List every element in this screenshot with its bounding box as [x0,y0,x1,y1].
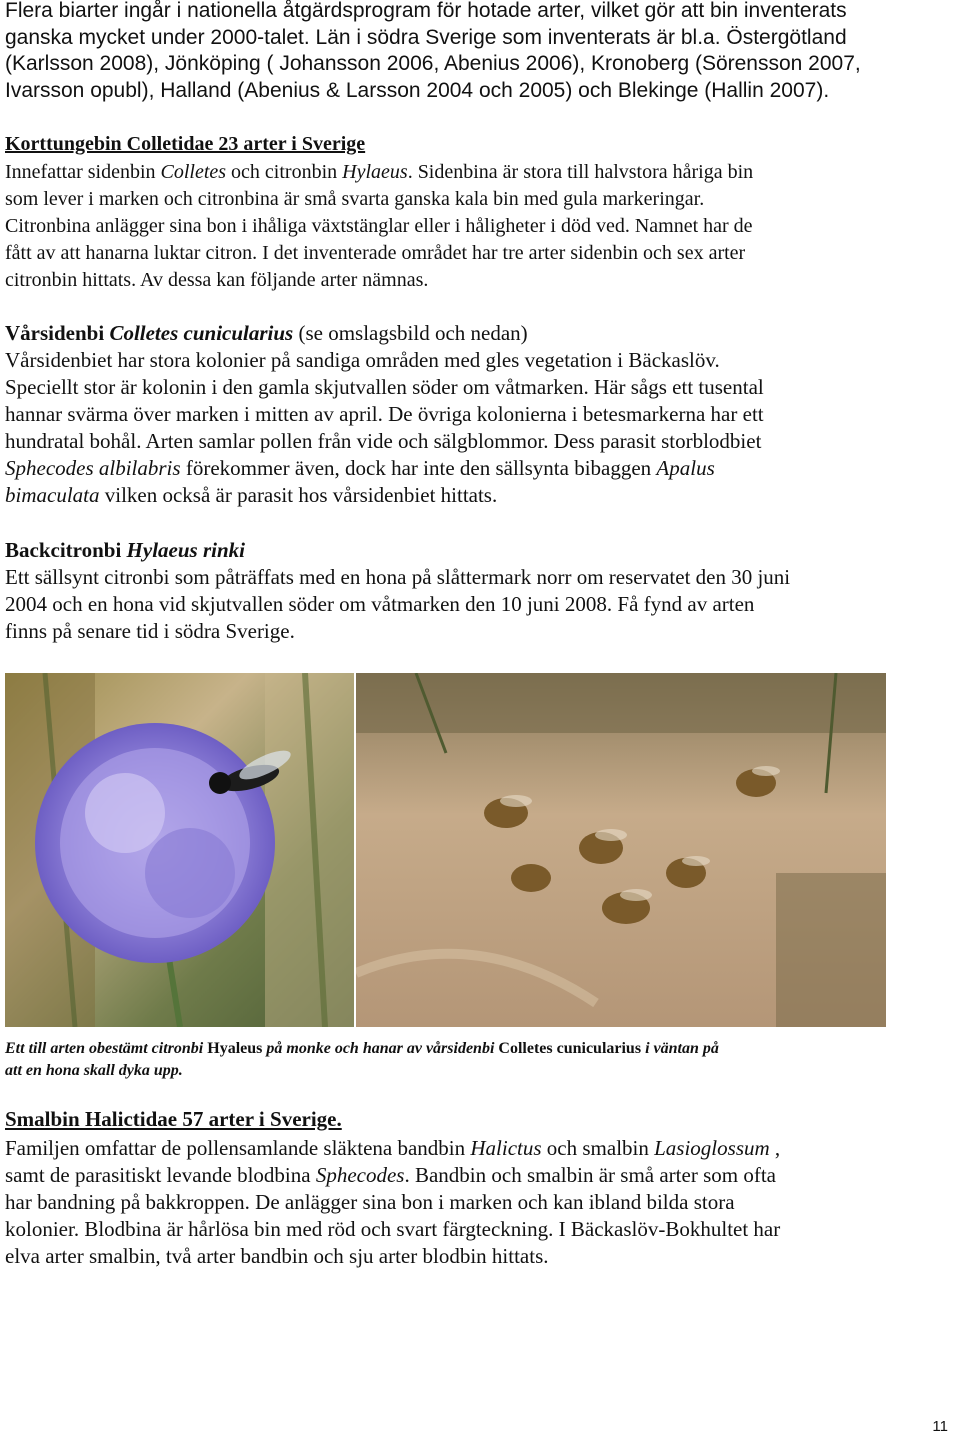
genus-name: Hyaleus [207,1040,263,1057]
text-run: Innefattar sidenbin [5,161,161,183]
intro-line: ganska mycket under 2000-talet. Län i södra Sverige som inventerats är bl.a. Östergötland [5,25,847,49]
backcitronbi-line: 2004 och en hona vid skjutvallen söder om våtmarken den 10 juni 2008. Få fynd av arten [5,592,755,616]
text-run: att en hona skall dyka upp. [5,1062,183,1079]
species-latin-name: Colletes cunicularius [498,1040,642,1057]
intro-line: (Karlsson 2008), Jönköping ( Johansson 2006, Abenius 2006), Kronoberg (Sörensson 2007, [5,52,861,75]
varsidenbi-title [5,320,950,347]
halictidae-line [5,1135,950,1162]
halictidae-line: kolonier. Blodbina är hårlösa bin med röd och svart färgteckning. I Bäckaslöv-Bokhultet har [5,1217,781,1241]
varsidenbi-line: Vårsidenbiet har stora kolonier på sandiga områden med gles vegetation i Bäckaslöv. [5,348,720,372]
intro-line: Flera biarter ingår i nationella åtgärdsprogram för hotade arter, vilket gör att bin inventerats [5,0,847,22]
species-common-name: Vårsidenbi [5,321,110,345]
varsidenbi-line [5,455,950,482]
species-latin-name: Apalus [656,456,715,480]
backcitronbi-line: finns på senare tid i södra Sverige. [5,619,295,643]
text-run: förekommer även, dock har inte den sällsynta bibaggen [180,456,657,480]
species-latin-name: Colletes cunicularius [109,321,294,345]
sand-photo-illustration [356,673,886,1027]
backcitronbi-paragraph [5,537,950,645]
species-common-name: Backcitronbi [5,538,127,562]
page-number: 11 [932,1418,948,1435]
genus-name: Colletes [160,161,227,183]
species-latin-name: bimaculata [5,483,100,507]
species-latin-name: Hylaeus rinki [126,538,245,562]
text-run: och citronbin [226,161,343,183]
text-run: (se omslagsbild och nedan) [293,321,528,345]
text-run: vilken också är parasit hos vårsidenbiet hittats. [99,483,498,507]
text-run: Ett till arten obestämt citronbi [5,1040,208,1057]
halictidae-line [5,1162,950,1189]
halictidae-heading: Smalbin Halictidae 57 arter i Sverige. [5,1107,342,1131]
colletidae-line: citronbin hittats. Av dessa kan följande arter nämnas. [5,269,429,291]
halictidae-line: elva arter smalbin, två arter bandbin och sju arter blodbin hittats. [5,1244,549,1268]
intro-paragraph [5,0,950,104]
text-run: i väntan på [641,1040,719,1057]
text-run: samt de parasitiskt levande blodbina [5,1163,316,1187]
intro-line: Ivarsson opubl), Halland (Abenius & Larsson 2004 och 2005) och Blekinge (Hallin 2007). [5,78,830,102]
text-run: på monke och hanar av vårsidenbi [262,1040,499,1057]
text-run: Familjen omfattar de pollensamlande släktena bandbin [5,1136,471,1160]
colletidae-line [5,159,950,186]
species-latin-name: Sphecodes albilabris [5,456,181,480]
photo-citronbi-on-flower [5,673,354,1027]
varsidenbi-line [5,482,950,509]
genus-name: Sphecodes [315,1163,405,1187]
varsidenbi-line: Speciellt stor är kolonin i den gamla skjutvallen söder om våtmarken. Här sågs ett tusental [5,375,764,399]
colletidae-line: fått av att hanarna luktar citron. I det inventerade området har tre arter sidenbin och sex arter [5,242,746,264]
backcitronbi-title [5,537,950,564]
flower-photo-illustration [5,673,354,1027]
halictidae-paragraph [5,1135,950,1270]
text-run: . Bandbin och smalbin är små arter som ofta [404,1163,776,1187]
halictidae-line: har bandning på bakkroppen. De anlägger sina bon i marken och kan ibland bilda stora [5,1190,735,1214]
colletidae-line: som lever i marken och citronbina är små svarta ganska kala bin med gula markeringar. [5,188,705,210]
genus-name: Lasioglossum [654,1136,770,1160]
photo-varsidenbi-on-sand [356,673,886,1027]
genus-name: Hylaeus [342,161,408,183]
genus-name: Halictus [470,1136,542,1160]
text-run: och smalbin [541,1136,655,1160]
text-run: . Sidenbina är stora till halvstora håriga bin [407,161,754,183]
colletidae-line: Citronbina anlägger sina bon i ihåliga växtstänglar eller i håligheter i död ved. Namnet har de [5,215,753,237]
varsidenbi-line: hannar svärma över marken i mitten av april. De övriga kolonierna i betesmarkerna har ett [5,402,764,426]
colletidae-paragraph [5,159,950,294]
varsidenbi-line: hundratal bohål. Arten samlar pollen från vide och sälgblommor. Dess parasit storblodbiet [5,429,762,453]
varsidenbi-paragraph [5,320,950,509]
backcitronbi-line: Ett sällsynt citronbi som påträffats med en hona på slåttermark norr om reservatet den 30 juni [5,565,791,589]
caption-line [5,1038,905,1060]
photo-caption [5,1038,905,1082]
colletidae-heading: Korttungebin Colletidae 23 arter i Sverige [5,133,366,155]
caption-line [5,1060,905,1082]
text-run: , [769,1136,781,1160]
